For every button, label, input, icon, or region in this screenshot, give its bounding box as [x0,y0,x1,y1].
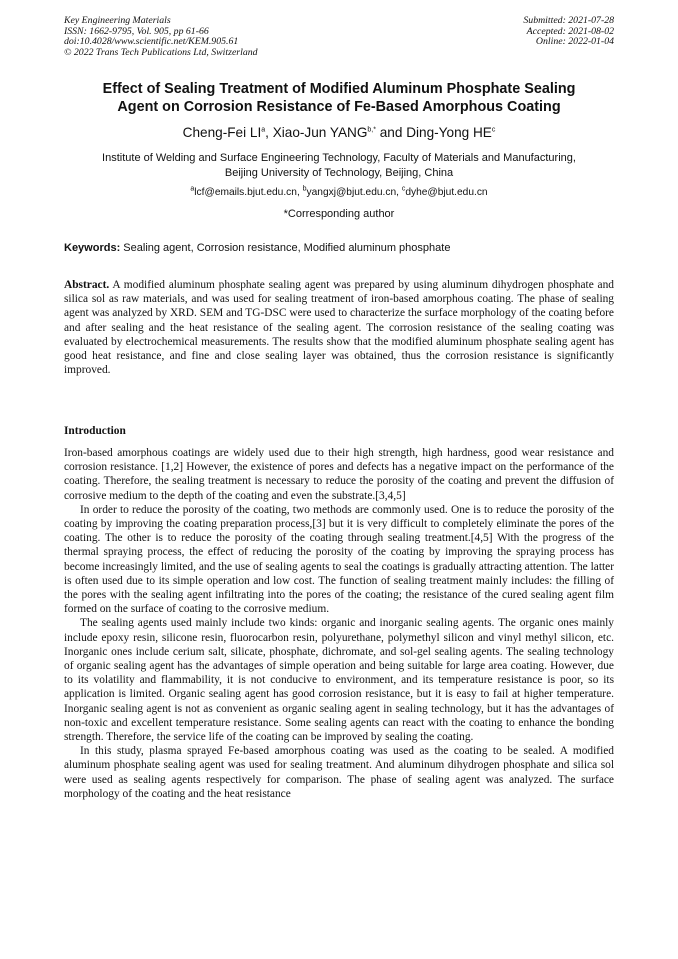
author-list [40,124,638,142]
paper-title [40,80,638,116]
publication-info [64,16,258,58]
submitted-date: Submitted: 2021-07-28 [523,15,614,26]
author-he: Ding-Yong HE [406,125,492,140]
email-marker-b: b [302,185,307,193]
keywords-label: Keywords: [64,242,121,254]
affiliation-line-2: Beijing University of Technology, Beijing, China [224,166,454,179]
affiliation-line-1: Institute of Welding and Surface Engineering Technology, Faculty of Materials and Manufacturing, [102,152,576,164]
author-separator: and [375,125,407,140]
author-he-affil: c [491,126,496,134]
author-yang: Xiao-Jun YANG [272,125,368,140]
email-marker-a: a [190,185,195,193]
introduction-body [64,446,614,801]
author-emails [40,186,638,199]
paragraph: The sealing agents used mainly include two kinds: organic and inorganic sealing agents. The organic ones mainly include epoxy resin, silicone resin, fluorocarbon resin, polyurethane, polymethyl silicon and vinyl methyl silicon, etc. Inorganic ones include cerium salt, silicate, phosphate, dichromate, and sol-gel sealing agents. The sealing technology of organic sealing agent has the advantages of simple operation and being suitable for large area coating. However, due to its volatility and flammability, it is not conducive to environment, and its temperature resistance is poor, so its application is limited. Organic sealing agent has good corrosion resistance, but it is easy to fail at higher temperature. Inorganic sealing agent is not as convenient as organic sealing agent in sealing technology, but it has the advantages of non-toxic and excellent temperature resistance. Some sealing agents can react with the coating to enhance the bonding strength. Therefore, the service life of the coating can be improved by sealing the coating. [64,617,614,744]
paragraph: In order to reduce the porosity of the coating, two methods are commonly used. One is to reduce the porosity of the coating by improving the coating preparation process,[3] but it is very difficult to completely eliminate the pores of the coating. The other is to reduce the porosity of the coating through sealing treatment.[4,5] With the progress of the thermal spraying process, the effect of reducing the porosity of the coating by improving the spraying process has become increasingly limited, and the use of sealing agents to seal the coatings is gradually attracting attention. The latter is often used due to its simple operation and low cost. The function of sealing treatment mainly includes: the filling of the pores with the sealing agent infiltrating into the pores of the coating; the resistance of the cured sealing agent film formed on the surface of coating to the corrosive medium. [64,503,614,616]
title-line-1: Effect of Sealing Treatment of Modified Aluminum Phosphate Sealing [102,81,576,97]
abstract-label: Abstract. [64,279,110,291]
publication-dates [523,16,614,48]
doi-link[interactable]: doi:10.4028/www.scientific.net/KEM.905.61 [64,36,239,48]
email-he[interactable]: dyhe@bjut.edu.cn [405,187,488,198]
email-marker-c: c [401,185,406,193]
corresponding-author-note: *Corresponding author [283,208,395,220]
accepted-date: Accepted: 2021-08-02 [526,25,614,37]
author-li: Cheng-Fei LI [182,125,262,140]
issn-volume: ISSN: 1662-9795, Vol. 905, pp 61-66 [64,25,209,37]
paragraph: Iron-based amorphous coatings are widely used due to their high strength, high hardness, good wear resistance and corrosion resistance. [1,2] However, the existence of pores and defects has a negative impact on the performance of the coating. Therefore, the sealing treatment is necessary to reduce the porosity of the coating and prevent the diffusion of corrosive medium to the depth of the coating and even the substrate.[3,4,5] [64,447,614,502]
journal-name: Key Engineering Materials [64,15,171,26]
author-separator: , [265,125,273,140]
title-line-2: Agent on Corrosion Resistance of Fe-Based Amorphous Coating [117,99,561,115]
email-yang[interactable]: yangxj@bjut.edu.cn, [306,187,402,198]
author-yang-affil: b,* [367,126,376,134]
copyright-notice: © 2022 Trans Tech Publications Ltd, Switzerland [64,46,258,58]
email-li[interactable]: lcf@emails.bjut.edu.cn, [194,187,303,198]
author-li-affil: a [261,126,266,134]
keywords [64,241,614,255]
section-heading-introduction: Introduction [64,425,126,437]
abstract [64,278,614,377]
online-date: Online: 2022-01-04 [535,36,614,48]
abstract-text: A modified aluminum phosphate sealing agent was prepared by using aluminum dihydrogen phosphate and silica sol as raw materials, and was used for sealing treatment of iron-based amorphous coating. The phase of sealing agent was analyzed by XRD. SEM and TG-DSC were used to characterize the surface morphology of the coating before and after sealing and the heat resistance of the sealing agent. The corrosion resistance of the sealing coating was evaluated by electrochemical measurements. The results show that the modified aluminum phosphate sealing agent has good heat resistance, and fine and close sealing layer was obtained, thus the corrosion resistance is significantly improved. [64,279,614,377]
paragraph: In this study, plasma sprayed Fe-based amorphous coating was used as the coating to be sealed. A modified aluminum phosphate sealing agent was used for sealing treatment. And aluminum dihydrogen phosphate and silica sol were used as sealing agents respectively for comparison. The phase of sealing agent was analyzed. The surface morphology of the coating and the heat resistance [64,745,614,800]
keywords-text: Sealing agent, Corrosion resistance, Modified aluminum phosphate [120,242,451,254]
affiliation [40,151,638,180]
